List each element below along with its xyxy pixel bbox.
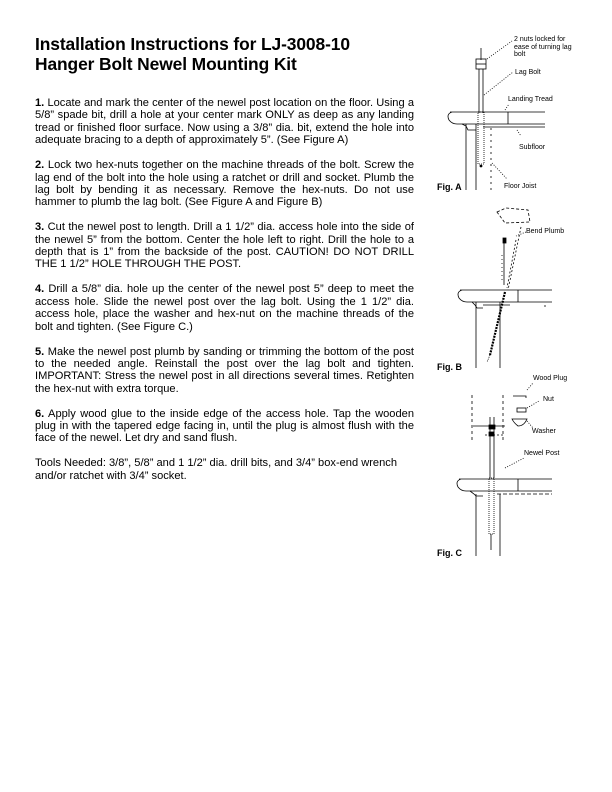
step-text: Locate and mark the center of the newel post location on the floor. Using a 5/8” spade bit, drill a hole at your center mark ONLY as deep as any landing tread or finished floor surface. Now using a 3/8” dia. bit, extend the hole into adequate bracing to a depth of approximately 5”. (See Figure A)	[35, 97, 414, 147]
callout-newel-post: Newel Post	[524, 450, 560, 457]
callout-floor-joist: Floor Joist	[504, 183, 537, 190]
figure-a-drawing	[448, 41, 545, 190]
step-number: 4.	[35, 283, 45, 296]
callout-washer: Washer	[532, 428, 556, 435]
figure-c-drawing	[457, 383, 552, 556]
step-number: 1.	[35, 97, 45, 109]
callout-bend-plumb: Bend Plumb	[526, 228, 565, 235]
callout-subfloor: Subfloor	[519, 144, 546, 151]
callout-nut: Nut	[543, 396, 554, 403]
title-line-1: Installation Instructions for LJ-3008-10	[35, 34, 350, 54]
step-text: Drill a 5/8” dia. hole up the center of the newel post 5” deep to meet the access hole. Slide the newel post over the lag bolt. Using the 1 1/2” dia. access hole, place the washer and hex-nut on the machine threads of the bolt and tighten. (See Figure C.)	[35, 283, 414, 333]
step-number: 2.	[35, 159, 45, 172]
step-text: Lock two hex-nuts together on the machine threads of the bolt. Screw the lag end of the bolt into the hole using a ratchet or drill and socket. Plumb the lag bolt by bending it as necessary. Remove the hex-nuts. Do not use hammer to plumb the lag bolt. (See Figure A and Figure B)	[35, 159, 414, 209]
callout-landing-tread: Landing Tread	[508, 96, 553, 103]
step-text: Apply wood glue to the inside edge of the access hole. Tap the wooden plug in with the tapered edge facing in, until the plug is almost flush with the face of the newel. Let dry and sand flush.	[35, 407, 414, 445]
tools-needed: Tools Needed: 3/8”, 5/8” and 1 1/2” dia. drill bits, and 3/4” box-end wrench and/or ratchet with 3/4” socket.	[35, 457, 397, 482]
step-number: 5.	[35, 345, 45, 358]
title-line-2: Hanger Bolt Newel Mounting Kit	[35, 54, 297, 74]
step-number: 3.	[35, 221, 45, 234]
step-text: Cut the newel post to length. Drill a 1 1/2” dia. access hole into the side of the newel 5” from the bottom. Center the hole left to right. Drill the hole to a depth that is 1” from the backside of the post. CAUTION! DO NOT DRILL THE 1 1/2” HOLE THROUGH THE POST.	[35, 221, 414, 271]
callout-wood-plug: Wood Plug	[533, 375, 568, 382]
figure-b-label: Fig. B	[437, 362, 462, 372]
step-number: 6.	[35, 407, 45, 420]
figure-c-label: Fig. C	[437, 548, 462, 558]
step-text: Make the newel post plumb by sanding or trimming the bottom of the post to the needed angle. Reinstall the post over the lag bolt and tighten. IMPORTANT: Stress the newel post in all directions several times. Retighten the hex-nut with extra torque.	[35, 345, 414, 395]
callout-nuts: 2 nuts locked for ease of turning lag bolt	[514, 36, 572, 58]
callout-lag-bolt: Lag Bolt	[515, 69, 541, 76]
figure-a-label: Fig. A	[437, 182, 462, 192]
